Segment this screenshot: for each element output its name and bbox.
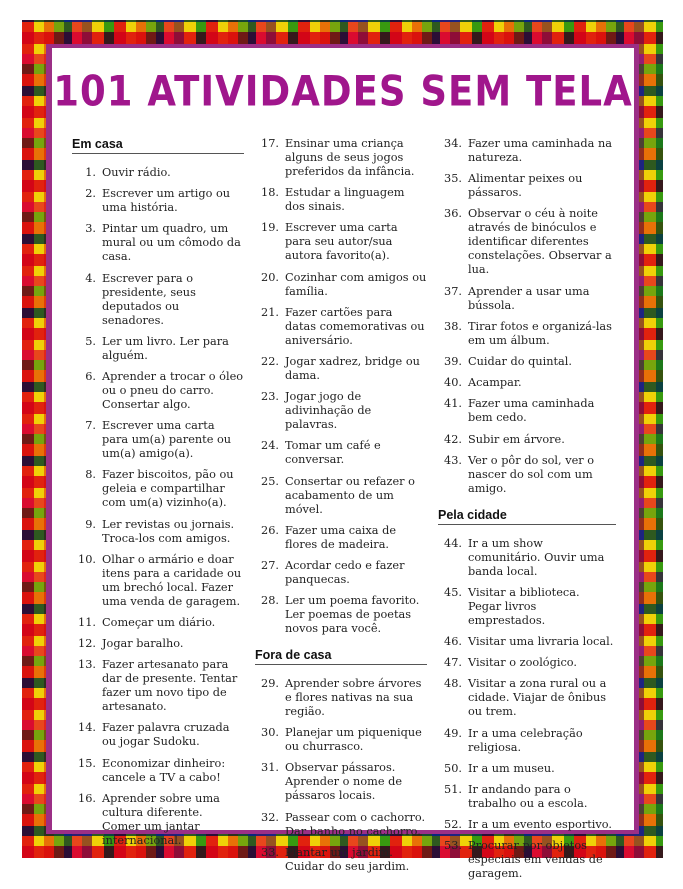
activity-item [438, 207, 616, 277]
activity-item [438, 355, 616, 369]
activity-text: Observar o céu à noite através de binóculos e identificar diferentes constelações. Observar a lua. [468, 207, 612, 277]
activity-number: 5. [85, 334, 96, 348]
activity-number: 8. [85, 468, 96, 482]
activity-text: Alimentar peixes ou pássaros. [468, 172, 583, 200]
activity-number: 43. [444, 453, 462, 467]
activity-text: Aprender a usar uma bússola. [468, 284, 590, 312]
activity-item [255, 439, 427, 467]
activity-text: Olhar o armário e doar itens para a caridade ou um brechó local. Fazer uma venda de garagem. [102, 552, 242, 608]
activity-text: Ver o pôr do sol, ver o nascer do sol com um amigo. [468, 453, 595, 495]
activity-number: 39. [444, 354, 462, 368]
activity-item [255, 811, 427, 839]
activity-text: Escrever uma carta para seu autor/sua autora favorito(a). [285, 221, 398, 263]
activity-item [438, 137, 616, 165]
activity-list [438, 537, 616, 882]
section-heading-fora-de-casa: Fora de casa [255, 648, 427, 665]
activity-text: Plantar um jardim. Cuidar do seu jardim. [285, 845, 410, 873]
activity-item [72, 757, 244, 785]
column-1 [72, 137, 244, 855]
activity-item [72, 222, 244, 264]
activity-item [72, 370, 244, 412]
activity-text: Visitar o zoológico. [468, 656, 577, 670]
activity-number: 21. [261, 305, 279, 319]
activity-text: Cuidar do quintal. [468, 354, 572, 368]
column-3 [438, 137, 616, 889]
activity-item [255, 594, 427, 636]
activity-number: 50. [444, 761, 462, 775]
activity-list [72, 166, 244, 848]
activity-item [255, 306, 427, 348]
activity-number: 13. [78, 658, 96, 672]
activity-text: Aprender sobre uma cultura diferente. Comer um jantar internacional. [102, 791, 220, 847]
activity-text: Procurar por objetos especiais em vendas de garagem. [468, 839, 603, 881]
activity-text: Jogar xadrez, bridge ou dama. [285, 354, 420, 382]
activity-number: 22. [261, 354, 279, 368]
activity-number: 37. [444, 284, 462, 298]
activity-text: Ler um poema favorito. Ler poemas de poetas novos para você. [285, 594, 420, 636]
activity-item [438, 727, 616, 755]
activity-text: Acordar cedo e fazer panquecas. [285, 558, 405, 586]
activity-item [438, 656, 616, 670]
activity-number: 33. [261, 845, 279, 859]
activity-item [72, 637, 244, 651]
activity-item [438, 376, 616, 390]
activity-text: Tirar fotos e organizá-las em um álbum. [468, 319, 612, 347]
activity-text: Pintar um quadro, um mural ou um cômodo da casa. [102, 222, 241, 264]
activity-item [255, 559, 427, 587]
activity-item [72, 658, 244, 714]
activity-text: Tomar um café e conversar. [285, 439, 381, 467]
activity-text: Acampar. [468, 376, 522, 390]
activity-number: 42. [444, 432, 462, 446]
activity-item [438, 397, 616, 425]
activity-number: 23. [261, 390, 279, 404]
activity-number: 12. [78, 637, 96, 651]
activity-item [72, 616, 244, 630]
activity-item [72, 335, 244, 363]
activity-number: 9. [85, 517, 96, 531]
activity-number: 44. [444, 536, 462, 550]
activity-number: 28. [261, 594, 279, 608]
section-heading-em-casa: Em casa [72, 137, 244, 154]
activity-number: 6. [85, 369, 96, 383]
activity-item [72, 792, 244, 848]
activity-number: 38. [444, 319, 462, 333]
activity-list [255, 137, 427, 636]
activity-text: Aprender sobre árvores e flores nativas na sua região. [285, 677, 422, 719]
activity-item [438, 285, 616, 313]
activity-text: Visitar uma livraria local. [468, 635, 614, 649]
activity-number: 19. [261, 221, 279, 235]
activity-item [438, 433, 616, 447]
activity-number: 1. [85, 166, 96, 179]
activity-item [438, 320, 616, 348]
activity-text: Ensinar uma criança alguns de seus jogos preferidos da infância. [285, 137, 415, 178]
activity-item [255, 475, 427, 517]
activity-number: 29. [261, 677, 279, 691]
activity-text: Ler um livro. Ler para alguém. [102, 334, 229, 362]
activity-text: Escrever um artigo ou uma história. [102, 187, 231, 215]
activity-text: Cozinhar com amigos ou família. [285, 270, 427, 298]
activity-number: 4. [85, 271, 96, 285]
section-heading-pela-cidade: Pela cidade [438, 508, 616, 525]
activity-number: 7. [85, 419, 96, 433]
activity-number: 24. [261, 439, 279, 453]
activity-item [72, 187, 244, 215]
activity-item [438, 783, 616, 811]
activity-item [255, 390, 427, 432]
activity-item [255, 355, 427, 383]
page-title: 101 ATIVIDADES SEM TELA [53, 67, 633, 116]
activity-item [255, 186, 427, 214]
activity-number: 17. [261, 137, 279, 150]
activity-item [255, 677, 427, 719]
activity-text: Observar pássaros. Aprender o nome de pássaros locais. [285, 761, 403, 803]
activity-text: Fazer biscoitos, pão ou geleia e compartilhar com um(a) vizinho(a). [102, 468, 234, 510]
activity-number: 14. [78, 721, 96, 735]
activity-text: Escrever uma carta para um(a) parente ou um(a) amigo(a). [102, 419, 232, 461]
activity-text: Ouvir rádio. [102, 166, 171, 179]
activity-text: Fazer uma caminhada bem cedo. [468, 397, 595, 425]
activity-number: 27. [261, 558, 279, 572]
activity-number: 34. [444, 137, 462, 150]
activity-number: 46. [444, 635, 462, 649]
activity-number: 18. [261, 186, 279, 200]
activity-item [438, 635, 616, 649]
activity-number: 25. [261, 474, 279, 488]
activity-number: 30. [261, 726, 279, 740]
activity-number: 35. [444, 172, 462, 186]
activity-text: Visitar a biblioteca. Pegar livros emprestados. [468, 585, 580, 627]
activity-item [72, 419, 244, 461]
activity-item [438, 172, 616, 200]
activity-number: 20. [261, 270, 279, 284]
activity-text: Começar um diário. [102, 615, 216, 629]
activity-text: Visitar a zona rural ou a cidade. Viajar de ônibus ou trem. [468, 677, 607, 719]
activity-text: Subir em árvore. [468, 432, 565, 446]
activity-item [72, 518, 244, 546]
activity-number: 51. [444, 783, 462, 796]
activity-number: 10. [78, 552, 96, 566]
activity-text: Fazer palavra cruzada ou jogar Sudoku. [102, 721, 230, 749]
activity-text: Economizar dinheiro: cancele a TV a cabo! [102, 756, 226, 784]
activity-text: Fazer artesanato para dar de presente. Tentar fazer um novo tipo de artesanato. [102, 658, 238, 714]
activity-text: Fazer uma caminhada na natureza. [468, 137, 612, 164]
activity-number: 11. [78, 615, 96, 629]
activity-text: Fazer cartões para datas comemorativas ou aniversário. [285, 305, 425, 347]
activity-number: 31. [261, 761, 279, 775]
activity-item [438, 586, 616, 628]
activity-text: Ir a uma celebração religiosa. [468, 726, 583, 754]
activity-text: Ler revistas ou jornais. Troca-los com amigos. [102, 517, 235, 545]
activity-text: Passear com o cachorro. Dar banho no cachorro. [285, 810, 426, 838]
activity-number: 53. [444, 839, 462, 853]
column-2 [255, 137, 427, 881]
activity-text: Ir andando para o trabalho ou a escola. [468, 783, 588, 810]
activity-number: 48. [444, 677, 462, 691]
activity-item [255, 221, 427, 263]
activity-item [72, 468, 244, 510]
activity-item [255, 846, 427, 874]
activity-number: 52. [444, 818, 462, 832]
activity-text: Ir a um evento esportivo. [468, 818, 612, 832]
activity-text: Escrever para o presidente, seus deputados ou senadores. [102, 271, 196, 327]
activity-item [255, 271, 427, 299]
activity-item [255, 761, 427, 803]
activity-number: 45. [444, 585, 462, 599]
activity-item [438, 454, 616, 496]
activity-item [438, 818, 616, 832]
activity-item [72, 166, 244, 180]
activity-item [438, 839, 616, 881]
activity-number: 40. [444, 376, 462, 390]
activity-number: 36. [444, 207, 462, 221]
activity-item [438, 537, 616, 579]
activity-text: Fazer uma caixa de flores de madeira. [285, 523, 397, 551]
activity-text: Planejar um piquenique ou churrasco. [285, 726, 422, 754]
activity-item [255, 137, 427, 179]
activity-text: Ir a um museu. [468, 761, 555, 775]
activity-number: 2. [85, 187, 96, 201]
activity-number: 49. [444, 726, 462, 740]
activity-list [438, 137, 616, 496]
activity-number: 26. [261, 523, 279, 537]
activity-list [255, 677, 427, 874]
activity-number: 47. [444, 656, 462, 670]
activity-text: Consertar ou refazer o acabamento de um móvel. [285, 474, 415, 516]
activity-item [255, 524, 427, 552]
activity-text: Estudar a linguagem dos sinais. [285, 186, 405, 214]
activity-number: 15. [78, 756, 96, 770]
activity-item [72, 272, 244, 328]
activity-text: Jogar baralho. [102, 637, 184, 651]
activity-item [72, 553, 244, 609]
activity-item [255, 726, 427, 754]
activity-number: 3. [85, 222, 96, 236]
activity-item [72, 721, 244, 749]
activity-text: Ir a um show comunitário. Ouvir uma banda local. [468, 536, 605, 578]
activity-text: Jogar jogo de adivinhação de palavras. [285, 390, 372, 432]
activity-number: 41. [444, 397, 462, 411]
activity-number: 16. [78, 791, 96, 805]
activity-item [438, 677, 616, 719]
activity-item [438, 762, 616, 776]
activity-number: 32. [261, 810, 279, 824]
activity-text: Aprender a trocar o óleo ou o pneu do carro. Consertar algo. [102, 369, 244, 411]
